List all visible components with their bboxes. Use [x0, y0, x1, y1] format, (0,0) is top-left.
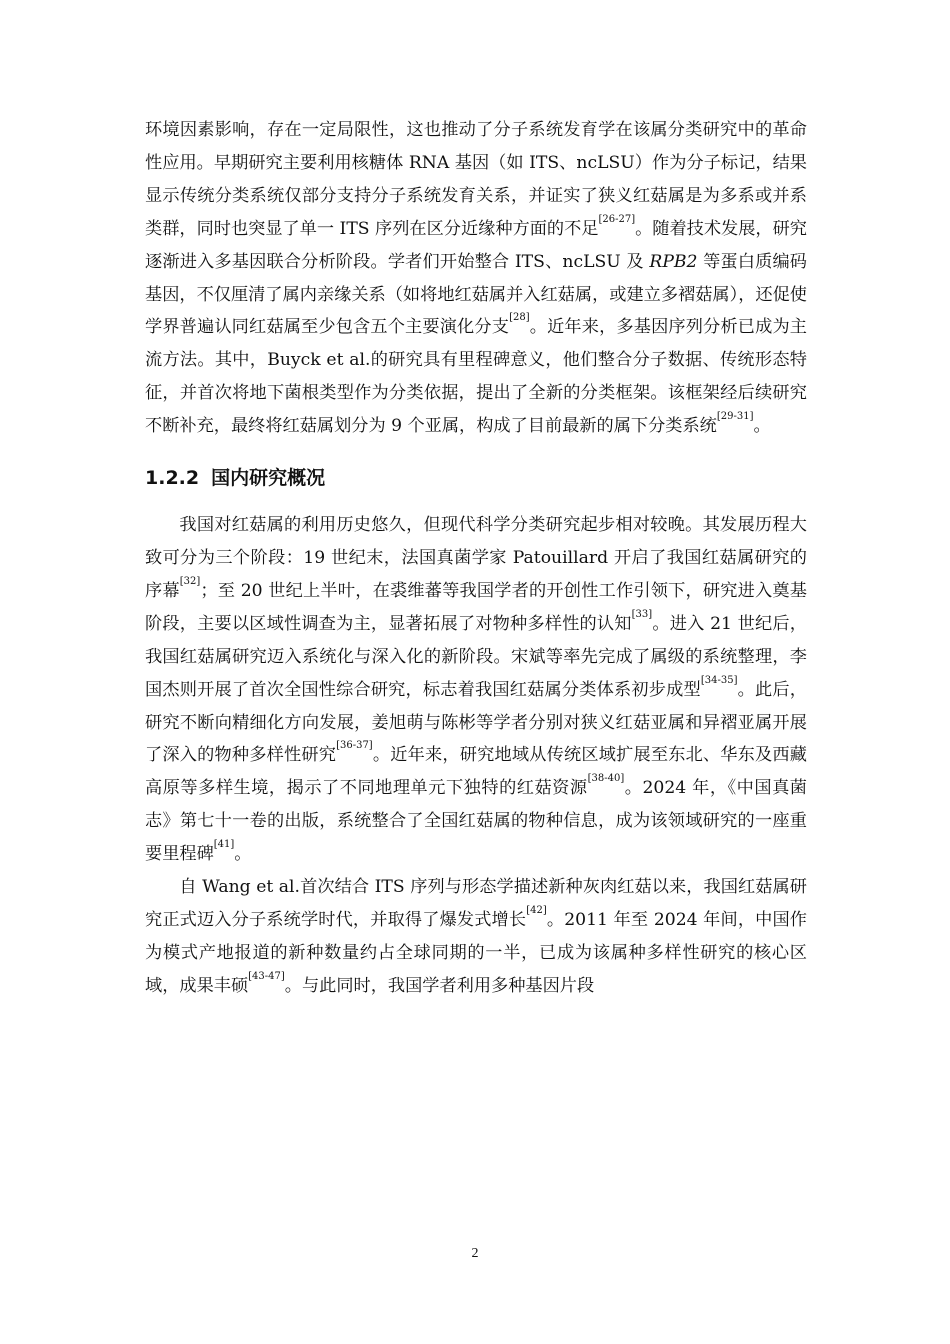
citation: [42]: [526, 904, 547, 916]
citation: [38-40]: [587, 773, 625, 785]
document-body: [145, 114, 807, 1003]
gene-name: RPB2: [649, 251, 698, 272]
section-title: 国内研究概况: [211, 467, 326, 490]
citation: [33]: [631, 608, 653, 620]
citation: [43-47]: [248, 970, 285, 982]
citation: [28]: [509, 312, 530, 324]
page-number: 2: [471, 1246, 479, 1261]
citation: [29-31]: [716, 411, 754, 423]
section-heading: [145, 463, 807, 493]
citation: [34-35]: [700, 674, 738, 686]
citation: [32]: [179, 575, 201, 587]
paragraph-domestic-history: 我国对红菇属的利用历史悠久，但现代科学分类研究起步相对较晚。其发展历程大致可分为三个阶段：19 世纪末，法国真菌学家 Patouillard 开启了我国红菇属研究的序幕[32]；至 20 世纪上半叶，在裘维蕃等我国学者的开创性工作引领下，研究进入奠基阶段，主要以区域性调查为主，显著拓展了对物种多样性的认知[33]。进入 21 世纪后，我国红菇属研究迈入系统化与深入化的新阶段。宋斌等率先完成了属级的系统整理，李国杰则开展了首次全国性综合研究，标志着我国红菇属分类体系初步成型[34-35]。此后，研究不断向精细化方向发展，姜旭萌与陈彬等学者分别对狭义红菇亚属和异褶亚属开展了深入的物种多样性研究[36-37]。近年来，研究地域从传统区域扩展至东北、华东及西藏高原等多样生境，揭示了不同地理单元下独特的红菇资源[38-40]。2024 年，《中国真菌志》第七十一卷的出版，系统整合了全国红菇属的物种信息，成为该领域研究的一座重要里程碑[41]。: [145, 515, 807, 865]
citation: [36-37]: [336, 740, 373, 752]
citation: [26-27]: [598, 213, 636, 225]
paragraph-molecular-phylogeny: 环境因素影响，存在一定局限性，这也推动了分子系统发育学在该属分类研究中的革命性应用。早期研究主要利用核糖体 RNA 基因（如 ITS、ncLSU）作为分子标记，结果显示传统分类系统仅部分支持分子系统发育关系，并证实了狭义红菇属是为多系或并系类群，同时也突显了单一 ITS 序列在区分近缘种方面的不足[26-27]。随着技术发展，研究逐渐进入多基因联合分析阶段。学者们开始整合 ITS、ncLSU 及 RPB2 等蛋白质编码基因，不仅厘清了属内亲缘关系（如将地红菇属并入红菇属，或建立多褶菇属），还促使学界普遍认同红菇属至少包含五个主要演化分支[28]。近年来，多基因序列分析已成为主流方法。其中，Buyck et al.的研究具有里程碑意义，他们整合分子数据、传统形态特征，并首次将地下菌根类型作为分类依据，提出了全新的分类框架。该框架经后续研究不断补充，最终将红菇属划分为 9 个亚属，构成了目前最新的属下分类系统[29-31]。: [145, 120, 807, 437]
section-number: 1.2.2: [145, 467, 200, 490]
paragraph-molecular-era: 自 Wang et al.首次结合 ITS 序列与形态学描述新种灰肉红菇以来，我国红菇属研究正式迈入分子系统学时代，并取得了爆发式增长[42]。2011 年至 2024 年间，中国作为模式产地报道的新种数量约占全球同期的一半，已成为该属种多样性研究的核心区域，成果丰硕[43-47]。与此同时，我国学者利用多种基因片段: [145, 877, 807, 996]
citation: [41]: [213, 839, 235, 851]
